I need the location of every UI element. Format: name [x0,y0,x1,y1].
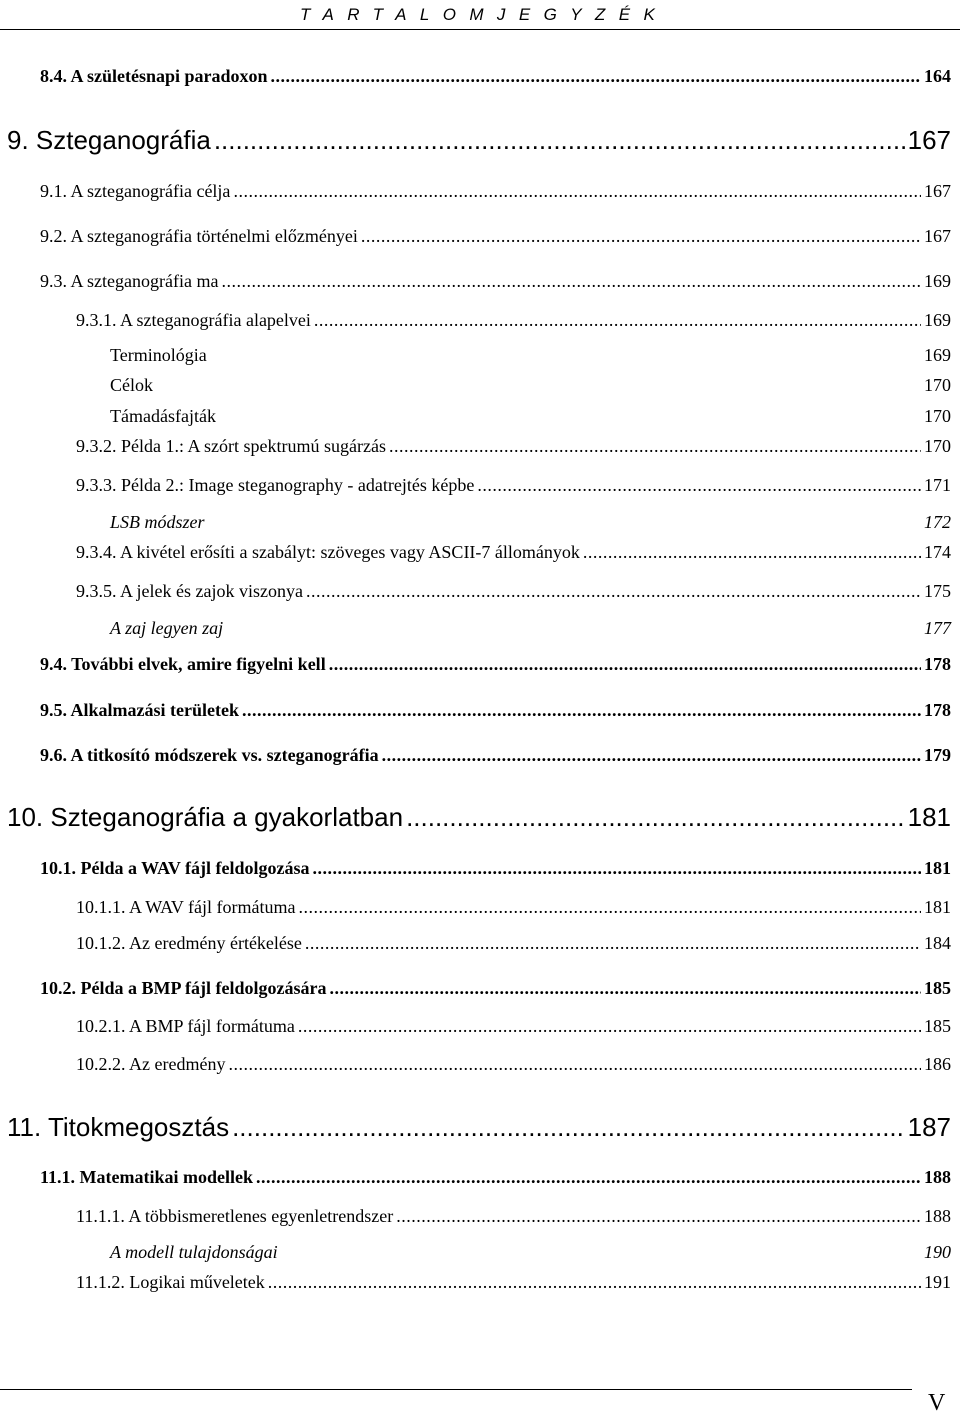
toc-entry-page: 177 [924,618,951,638]
toc-entry-paragraph[interactable] [110,512,951,533]
header-title: TARTALOMJEGYZÉK [300,5,669,24]
dot-leader [314,310,921,331]
toc-entry-title: 9.5. Alkalmazási területek [40,700,239,720]
toc-entry-title: 9.3.3. Példa 2.: Image steganography - adatrejtés képbe [76,475,475,495]
toc-entry-page: 172 [924,512,951,532]
dot-leader [214,126,905,156]
toc-entry-page: 187 [907,1112,951,1142]
dot-leader [221,271,921,292]
toc-entry-section[interactable] [40,654,951,675]
toc-entry-page: 167 [924,181,951,201]
dot-leader [329,654,921,675]
toc-entry-page: 169 [924,310,951,330]
toc-entry-section[interactable] [40,66,951,87]
toc-entry-paragraph[interactable] [110,375,951,396]
dot-leader [396,1206,921,1227]
toc-entry-page: 164 [924,66,951,86]
toc-entry-subsection[interactable] [76,436,951,457]
toc-entry-title: 8.4. A születésnapi paradoxon [40,66,268,86]
dot-leader [228,1054,921,1075]
toc-entry-section[interactable] [40,978,951,999]
toc-entry-page: 186 [924,1054,951,1074]
toc-entry-title: 9.4. További elvek, amire figyelni kell [40,654,326,674]
dot-leader [389,436,921,457]
toc-entry-title: 11.1. Matematikai modellek [40,1167,253,1187]
toc-entry-subsection[interactable] [76,310,951,331]
footer-rule [0,1389,912,1390]
dot-leader [329,978,921,999]
toc-entry-title: Célok [110,375,153,395]
page-number: V [928,1390,946,1416]
toc-entry-title: A modell tulajdonságai [110,1242,278,1262]
dot-leader [268,1272,921,1293]
toc-entry-page: 185 [924,978,951,998]
toc-entry-section[interactable] [40,700,951,721]
toc-entry-subsection[interactable] [76,897,951,918]
toc-entry-page: 179 [924,745,951,765]
toc-entry-title: 9.3. A szteganográfia ma [40,271,219,291]
toc-entry-page: 170 [924,375,951,395]
toc-entry-section[interactable] [40,271,951,292]
toc-entry-page: 184 [924,933,951,953]
toc-entry-subsection[interactable] [76,1016,951,1037]
toc-entry-title: 9.6. A titkosító módszerek vs. szteganográfia [40,745,379,765]
dot-leader [406,803,905,833]
toc-entry-title: 10.1.2. Az eredmény értékelése [76,933,302,953]
toc-entry-title: 10.1.1. A WAV fájl formátuma [76,897,296,917]
toc-entry-subsection[interactable] [76,475,951,496]
toc-entry-paragraph[interactable] [110,618,951,639]
toc-entry-subsection[interactable] [76,1054,951,1075]
toc-entry-section[interactable] [40,181,951,202]
toc-entry-title: 9.2. A szteganográfia történelmi előzményei [40,226,358,246]
toc-entry-chapter[interactable] [7,1113,951,1143]
dot-leader [271,66,921,87]
toc-entry-section[interactable] [40,1167,951,1188]
toc-entry-paragraph[interactable] [110,406,951,427]
toc-entry-page: 191 [924,1272,951,1292]
toc-entry-subsection[interactable] [76,1272,951,1293]
toc-entry-subsection[interactable] [76,581,951,602]
toc-entry-title: 11.1.1. A többismeretlenes egyenletrendszer [76,1206,394,1226]
toc-entry-title: Támadásfajták [110,406,216,426]
toc-entry-chapter[interactable] [7,803,951,833]
toc-entry-page: 190 [924,1242,951,1262]
toc-entry-page: 181 [907,802,951,832]
toc-entry-page: 178 [924,654,951,674]
toc-entry-title: 11.1.2. Logikai műveletek [76,1272,265,1292]
toc-entry-title: LSB módszer [110,512,205,532]
toc-entry-title: 10.1. Példa a WAV fájl feldolgozása [40,858,310,878]
toc-entry-section[interactable] [40,745,951,766]
toc-entry-title: 10.2.2. Az eredmény [76,1054,226,1074]
toc-entry-page: 171 [924,475,951,495]
dot-leader [298,1016,921,1037]
toc-entry-page: 167 [924,226,951,246]
toc-entry-title: 9.3.4. A kivétel erősíti a szabályt: szöveges vagy ASCII-7 állományok [76,542,580,562]
toc-entry-paragraph[interactable] [110,345,951,366]
toc-entry-page: 167 [907,125,951,155]
dot-leader [242,700,921,721]
toc-entry-paragraph[interactable] [110,1242,951,1263]
dot-leader [299,897,922,918]
toc-entry-page: 170 [924,406,951,426]
toc-entry-page: 169 [924,271,951,291]
toc-entry-title: 9. Szteganográfia [7,125,211,155]
dot-leader [256,1167,921,1188]
toc-entry-section[interactable] [40,226,951,247]
toc-entry-title: Terminológia [110,345,207,365]
toc-entry-title: 9.3.5. A jelek és zajok viszonya [76,581,303,601]
toc-entry-title: 9.3.2. Példa 1.: A szórt spektrumú sugárzás [76,436,386,456]
toc-entry-title: 10.2.1. A BMP fájl formátuma [76,1016,295,1036]
dot-leader [232,1113,905,1143]
toc-entry-page: 170 [924,436,951,456]
toc-entry-page: 169 [924,345,951,365]
toc-entry-title: 10. Szteganográfia a gyakorlatban [7,802,404,832]
toc-entry-subsection[interactable] [76,1206,951,1227]
dot-leader [382,745,921,766]
toc-entry-page: 188 [924,1206,951,1226]
dot-leader [233,181,921,202]
toc-entry-title: A zaj legyen zaj [110,618,224,638]
toc-entry-page: 174 [924,542,951,562]
toc-entry-subsection[interactable] [76,542,951,563]
toc-entry-title: 9.3.1. A szteganográfia alapelvei [76,310,311,330]
toc-entry-title: 9.1. A szteganográfia célja [40,181,231,201]
toc-entry-subsection[interactable] [76,933,951,954]
toc-entry-page: 188 [924,1167,951,1187]
toc-entry-page: 185 [924,1016,951,1036]
toc-entry-section[interactable] [40,858,951,879]
dot-leader [313,858,921,879]
toc-entry-page: 181 [924,858,951,878]
dot-leader [477,475,921,496]
toc-entry-page: 175 [924,581,951,601]
toc-entry-title: 10.2. Példa a BMP fájl feldolgozására [40,978,327,998]
dot-leader [361,226,921,247]
toc-entry-page: 178 [924,700,951,720]
dot-leader [305,933,921,954]
toc-entry-chapter[interactable] [7,126,951,156]
toc-entry-page: 181 [924,897,951,917]
dot-leader [583,542,921,563]
toc-entry-title: 11. Titokmegosztás [7,1112,230,1142]
dot-leader [306,581,921,602]
